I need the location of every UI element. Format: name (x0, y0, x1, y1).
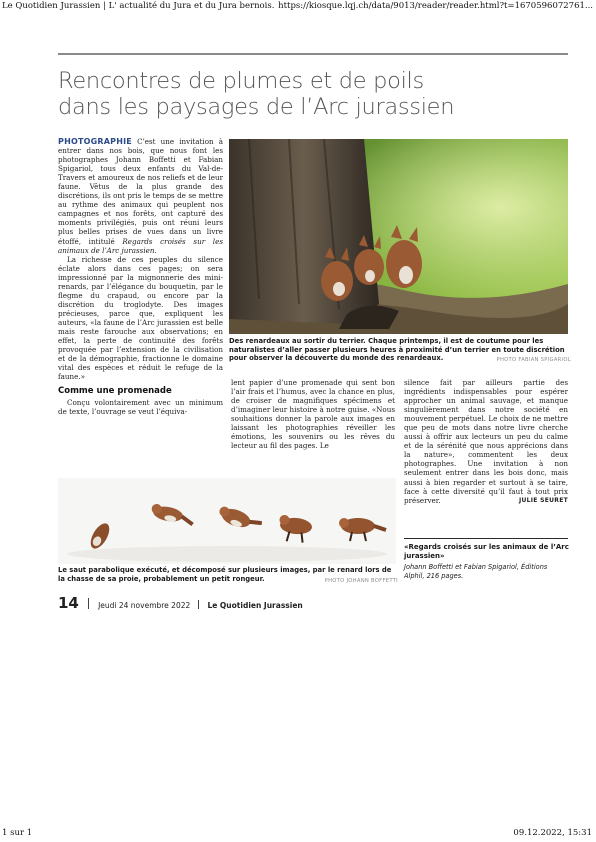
article-title-line1: Rencontres de plumes et de poils (58, 68, 424, 94)
fox-cubs-caption (229, 337, 571, 365)
article-paragraph-3-middle: lent papier d’une promenade qui sent bon l’air frais et l’humus, avec la chance en plus, de croiser de magnifiques spécimens et d’imaginer leur histoire à notre guise. «Nous souhaitions donner la parole aux images en laissant les photographies réveiller les émotions, les souvenirs ou les rêves du lecteur au fil des pages. Le (231, 378, 395, 451)
footer-separator-2 (198, 600, 199, 609)
browser-page-title: Le Quotidien Jurassien | L' actualité du Jura et du Jura bernois. (2, 1, 275, 11)
article-column-2 (231, 378, 395, 450)
article-title-line2: dans les paysages de l’Arc jurassien (58, 94, 455, 120)
browser-print-datetime: 09.12.2022, 15:31 (513, 828, 592, 838)
book-box-authors: Johann Boffetti et Fabian Spigariol, Éditions Alphil, 216 pages. (404, 563, 548, 580)
article-subhead: Comme une promenade (58, 386, 172, 397)
article-paragraph-3-end: silence fait par ailleurs partie des ingrédients indispensables pour espérer approcher un animal sauvage, et manque singulièrement dans notre société en mouvement perpétuel. Le choix de ne mettre que peu de mots dans notre livre cherche aussi à offrir aux lecteurs un peu du calme et de la sérénité que nous apprécions dans la nature», commentent les deux photographes. Une invitation à non seulement entrer dans les bois donc, mais aussi à bien regarder et surtout à se taire, face à cette diversité qu’il faut à tout prix préserver. JULIE SEURET (404, 378, 568, 505)
article-lead-text: C’est une invitation à entrer dans nos bois, que nous font les photographes Johann Boffetti et Fabian Spigariol, tous deux enfants du Val-de-Travers et amoureux de nos reliefs et de leur faune. Vêtus de la plus grande des discrétions, ils ont pris le temps de se mettre au rythme des animaux qui peuplent nos campagnes et nos forêts, ont capturé des moments privilégiés, puis ont réuni leurs plus belles prises de vues dans un livre étoffé, intitulé (58, 137, 223, 246)
fox-jump-photo-credit: PHOTO JOHANN BOFFETTI (324, 577, 398, 584)
fox-jump-sequence-photo (58, 478, 396, 564)
browser-page-count: 1 sur 1 (2, 828, 33, 838)
book-box-title: «Regards croisés sur les animaux de l’Arc jurassien» (404, 543, 569, 560)
article-kicker: PHOTOGRAPHIE (58, 137, 132, 146)
fox-jump-caption (58, 566, 398, 585)
article-title (58, 68, 578, 120)
browser-url: https://kiosque.lqj.ch/data/9013/reader/reader.html?t=1670596072761... (278, 1, 593, 11)
book-box-rule (404, 538, 568, 539)
page-footer (58, 593, 303, 612)
page-number: 14 (58, 594, 79, 612)
article-column-3 (404, 378, 568, 505)
fox-cubs-caption-text: Des renardeaux au sortir du terrier. Chaque printemps, il est de coutume pour les naturalistes d’aller passer plusieurs heures à proximité d’un terrier en toute discrétion pour observer la découverte du monde des renardeaux. (229, 337, 565, 363)
fox-cubs-photo (229, 139, 568, 334)
article-paragraph-2: La richesse de ces peuples du silence éclate alors dans ces pages; on sera impressionné par la mignonnerie des mini-renards, par l’élégance du bouquetin, par le flegme du crapaud, ou encore par la discrétion du troglodyte. Des images précieuses, parce que, expliquent les auteurs, «la faune de l’Arc jurassien est belle mais reste farouche aux observations; en effet, la perte de continuité des forêts provoquée par l’extension de la civilisation et de la démographie, fractionne le domaine vital des espèces et réduit le refuge de la faune.» (58, 254, 223, 382)
footer-publication: Le Quotidien Jurassien (207, 601, 303, 610)
fox-cubs-photo-credit: PHOTO FABIAN SPIGARIOL (496, 357, 571, 364)
article-lead-book-title: Regards croisés sur les animaux de l’Arc jurassien. (58, 236, 223, 255)
footer-date: Jeudi 24 novembre 2022 (98, 601, 191, 610)
footer-separator (88, 598, 89, 609)
article-paragraph-3-start: Conçu volontairement avec un minimum de texte, l’ouvrage se veut l’équiva- (58, 398, 223, 417)
article-lead (58, 137, 223, 255)
article-signature: JULIE SEURET (518, 496, 568, 504)
top-rule (58, 53, 568, 55)
article-column-1 (58, 137, 223, 467)
fox-jump-caption-text: Le saut parabolique exécuté, et décomposé sur plusieurs images, par le renard lors de la chasse de sa proie, probablement un petit rongeur. (58, 566, 392, 583)
